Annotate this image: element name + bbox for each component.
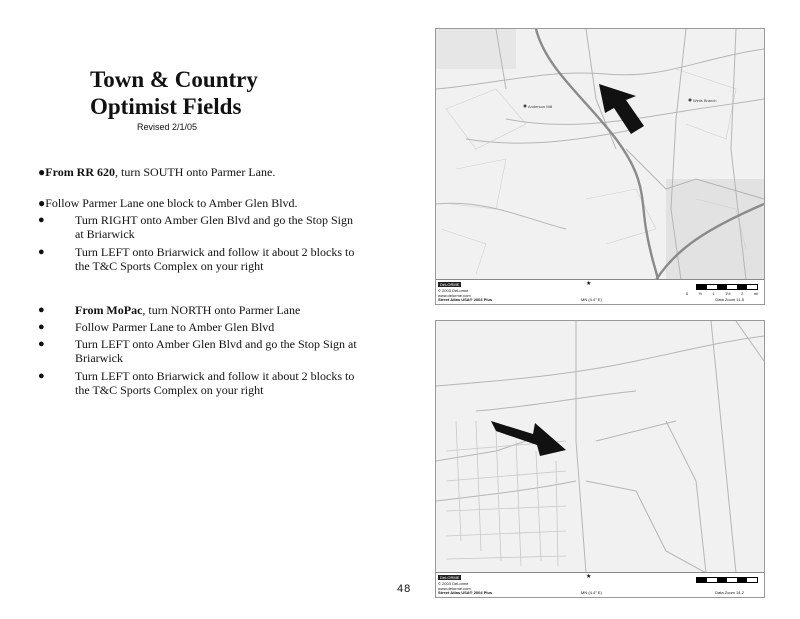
map-1-copyright: © 2003 DeLorme www.delorme.com	[438, 288, 471, 298]
direction-mopac-text: , turn NORTH onto Parmer Lane	[142, 303, 301, 317]
map-1-footer	[436, 279, 764, 304]
list-item-text: ● Turn LEFT onto Briarwick and follow it about 2 blocks to	[75, 369, 355, 383]
list-item	[75, 245, 354, 273]
list-item-text: ● Turn RIGHT onto Amber Glen Blvd and go the Stop Sign	[75, 213, 354, 227]
scale-bar	[696, 284, 758, 290]
list-item	[75, 303, 300, 317]
page-title	[90, 66, 258, 120]
list-item-continuation: Briarwick	[75, 351, 123, 365]
map-2-roads	[436, 321, 764, 573]
map-1-roads	[436, 29, 764, 280]
map-2-copyright: © 2003 DeLorme www.delorme.com	[438, 581, 471, 591]
map-1-place-wells-branch: Wells Branch	[693, 98, 717, 103]
list-item	[75, 337, 357, 365]
scale-ticks: 0 ½ 1 1½ 2 mi	[686, 291, 758, 296]
map-1-zoom: Data Zoom 11-5	[715, 297, 744, 302]
scale-bar	[696, 577, 758, 583]
list-item-continuation: the T&C Sports Complex on your right	[75, 383, 264, 397]
revised-date: Revised 2/1/05	[137, 122, 198, 132]
direction-follow-parmer-text: Follow Parmer Lane one block to Amber Glen Blvd.	[45, 196, 298, 210]
list-item-text: ● Turn LEFT onto Briarwick and follow it about 2 blocks to	[75, 245, 355, 259]
list-item	[75, 369, 354, 397]
map-2	[435, 320, 765, 598]
map-1-magnetic-north: MN (4.4° E)	[581, 297, 602, 302]
delorme-logo: DeLORME	[440, 575, 460, 580]
direction-rr620	[38, 165, 275, 179]
map-1	[435, 28, 765, 305]
direction-mopac-bold: From MoPac	[75, 303, 143, 317]
title-line-1: Town & Country	[90, 67, 258, 92]
map-1-product: Street Atlas USA® 2004 Plus	[438, 297, 493, 302]
map-2-zoom: Data Zoom 14-2	[715, 590, 744, 595]
list-item	[75, 320, 274, 334]
map-2-magnetic-north: MN (4.4° E)	[581, 590, 602, 595]
title-line-2: Optimist Fields	[90, 94, 242, 119]
map-1-place-anderson-mill: Anderson Mill	[528, 104, 553, 109]
direction-follow-parmer	[38, 196, 298, 210]
direction-rr620-text: , turn SOUTH onto Parmer Lane.	[115, 165, 276, 179]
north-arrow-icon: ★	[586, 281, 592, 287]
direction-rr620-bold: From RR 620	[45, 165, 116, 179]
bullet: ●	[38, 165, 46, 179]
map-2-product: Street Atlas USA® 2004 Plus	[438, 590, 493, 595]
map-2-footer	[436, 572, 764, 597]
list-item-continuation: at Briarwick	[75, 227, 135, 241]
page-number: 48	[397, 583, 412, 595]
list-item-text: ● Turn LEFT onto Amber Glen Blvd and go the Stop Sign at	[75, 337, 357, 351]
delorme-logo: DeLORME	[440, 282, 460, 287]
list-item-text: ● Follow Parmer Lane to Amber Glen Blvd	[75, 320, 275, 334]
list-item-continuation: the T&C Sports Complex on your right	[75, 259, 264, 273]
north-arrow-icon: ★	[586, 574, 592, 580]
list-item	[75, 213, 353, 241]
bullet: ●	[38, 196, 46, 210]
